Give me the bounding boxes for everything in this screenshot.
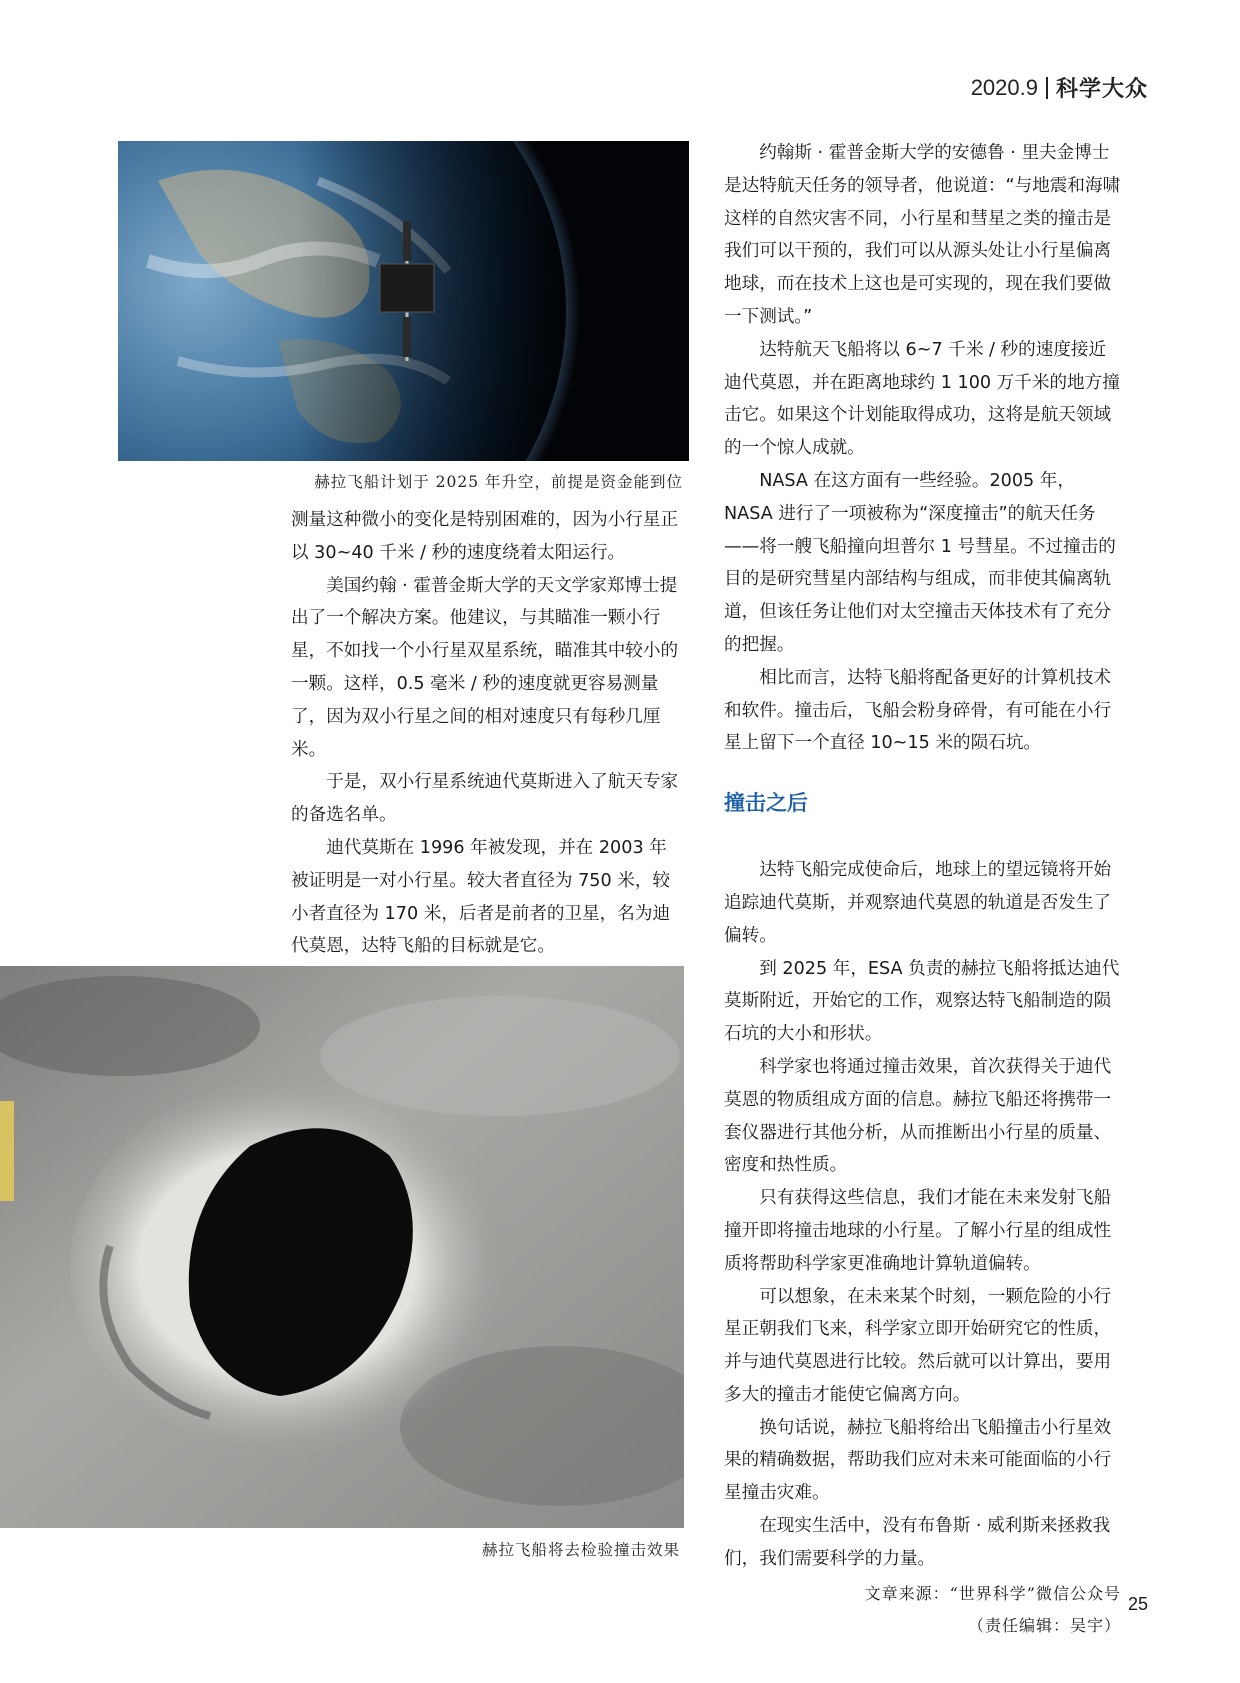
paragraph: 只有获得这些信息，我们才能在未来发射飞船撞开即将撞击地球的小行星。了解小行星的组成性质将帮助科学家更准确地计算轨道偏转。 [724, 1188, 1112, 1274]
paragraph: 迪代莫斯在 1996 年被发现，并在 2003 年被证明是一对小行星。较大者直径为 750 米，较小者直径为 170 米，后者是前者的卫星，名为迪代莫恩，达特飞船的目标就是它。 [291, 837, 671, 957]
article-source: 文章来源：“世界科学”微信公众号 [864, 1583, 1121, 1603]
header-divider [1046, 77, 1048, 99]
issue-number: 2020.9 [970, 74, 1038, 100]
paragraph: NASA 在这方面有一些经验。2005 年，NASA 进行了一项被称为“深度撞击”的航天任务——将一艘飞船撞向坦普尔 1 号彗星。不过撞击的目的是研究彗星内部结构与组成，而非使其偏离轨道，但该任务让他们对太空撞击天体技术有了充分的把握。 [724, 470, 1116, 655]
paragraph: 于是，双小行星系统迪代莫斯进入了航天专家的备选名单。 [291, 772, 679, 826]
earth-illustration [118, 141, 689, 461]
right-text-column [724, 137, 1121, 1643]
crater-photo-caption: 赫拉飞船将去检验撞击效果 [481, 1541, 680, 1559]
earth-photo-caption: 赫拉飞船计划于 2025 年升空，前提是资金能到位 [314, 473, 683, 491]
paragraph: 换句话说，赫拉飞船将给出飞船撞击小行星效果的精确数据，帮助我们应对未来可能面临的小行星撞击灾难。 [724, 1417, 1112, 1504]
paragraph: 约翰斯 · 霍普金斯大学的安德鲁 · 里夫金博士是达特航天任务的领导者，他说道：“与地震和海啸这样的自然灾害不同，小行星和彗星之类的撞击是我们可以干预的，我们可以从源头处让小行星偏离地球，而在技术上这也是可实现的，现在我们要做一下测试。” [724, 143, 1121, 327]
paragraph: 科学家也将通过撞击效果，首次获得关于迪代莫恩的物质组成方面的信息。赫拉飞船还将携带一套仪器进行其他分析，从而推断出小行星的质量、密度和热性质。 [724, 1056, 1112, 1176]
responsible-editor: （责任编辑：吴宇） [967, 1616, 1121, 1636]
paragraph: 美国约翰 · 霍普金斯大学的天文学家郑博士提出了一个解决方案。他建议，与其瞄准一颗小行星，不如找一个小行星双星系统，瞄准其中较小的一颗。这样，0.5 毫米 / 秒的速度就更容易测量了，因为双小行星之间的相对速度只有每秒几厘米。 [291, 575, 679, 760]
paragraph: 到 2025 年，ESA 负责的赫拉飞船将抵达迪代莫斯附近，开始它的工作，观察达特飞船制造的陨石坑的大小和形状。 [724, 958, 1120, 1045]
crater-photo [0, 966, 684, 1528]
left-text-column [291, 504, 681, 963]
paragraph: 在现实生活中，没有布鲁斯 · 威利斯来拯救我们，我们需要科学的力量。 [724, 1516, 1111, 1569]
paragraph: 达特飞船完成使命后，地球上的望远镜将开始追踪迪代莫斯，并观察迪代莫恩的轨道是否发生了偏转。 [724, 860, 1112, 946]
magazine-logo: 科学大众 [1055, 76, 1148, 102]
page-number: 25 [1127, 1594, 1148, 1614]
running-header [971, 72, 1148, 103]
crater-illustration [0, 966, 684, 1528]
paragraph: 相比而言，达特飞船将配备更好的计算机技术和软件。撞击后，飞船会粉身碎骨，有可能在小行星上留下一个直径 10~15 米的陨石坑。 [724, 667, 1112, 754]
section-heading: 撞击之后 [724, 791, 808, 816]
paragraph: 可以想象，在未来某个时刻，一颗危险的小行星正朝我们飞来，科学家立即开始研究它的性质，并与迪代莫恩进行比较。然后就可以计算出，要用多大的撞击才能使它偏离方向。 [724, 1286, 1112, 1405]
earth-spacecraft-photo [118, 141, 689, 461]
spacecraft-panel-icon [0, 1101, 14, 1201]
paragraph: 测量这种微小的变化是特别困难的，因为小行星正以 30~40 千米 / 秒的速度绕着太阳运行。 [291, 510, 679, 563]
paragraph: 达特航天飞船将以 6~7 千米 / 秒的速度接近迪代莫恩，并在距离地球约 1 100 万千米的地方撞击它。如果这个计划能取得成功，这将是航天领域的一个惊人成就。 [724, 339, 1120, 459]
